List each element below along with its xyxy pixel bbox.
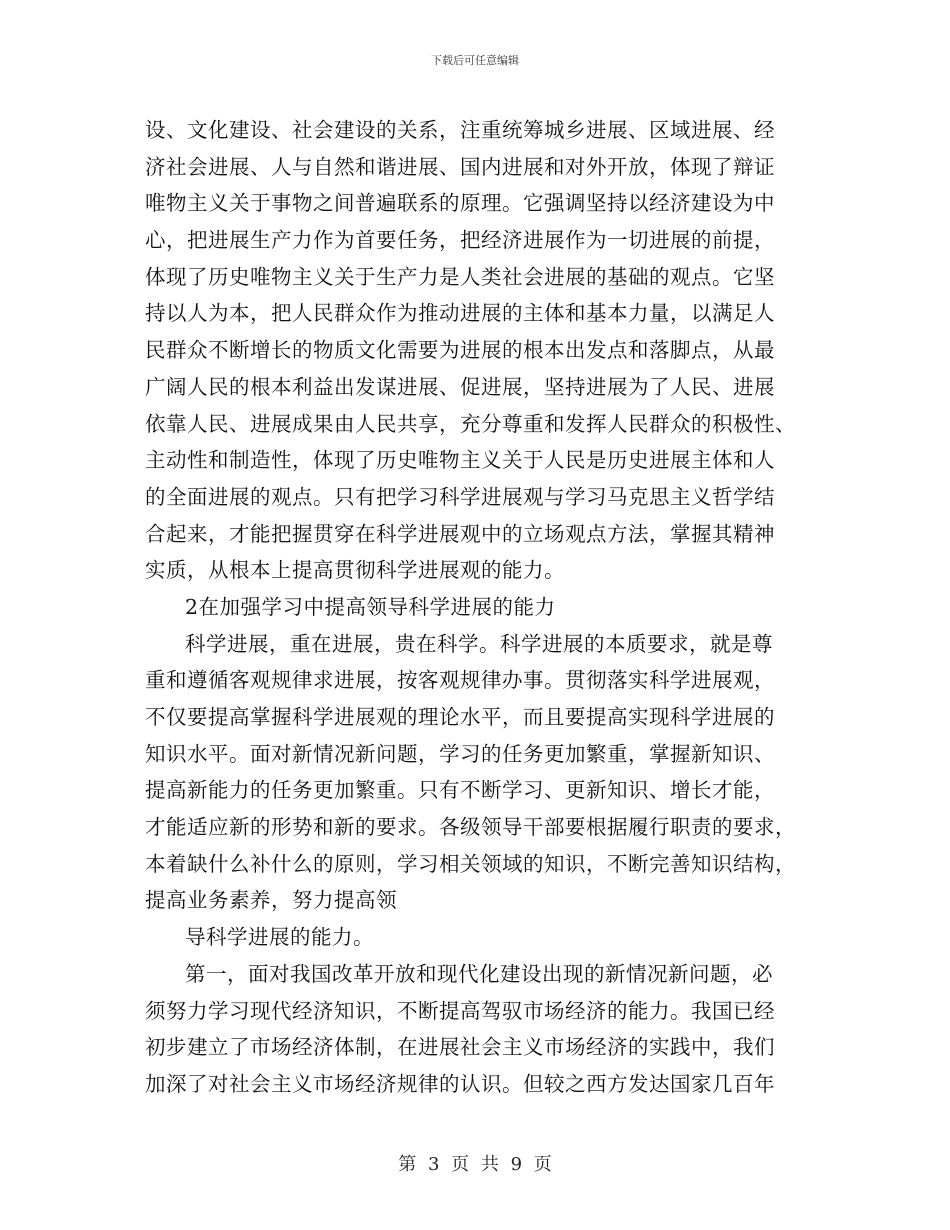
text-line: 科学进展，重在进展，贵在科学。科学进展的本质要求，就是尊 (185, 631, 773, 656)
text-line: 重和遵循客观规律求进展，按客观规律办事。贯彻落实科学进展观， (145, 668, 775, 693)
text-line: 主动性和制造性，体现了历史唯物主义关于人民是历史进展主体和人 (145, 448, 775, 473)
text-line: 设、文化建设、社会建设的关系，注重统筹城乡进展、区域进展、经 (145, 118, 775, 142)
text-line: 实质，从根本上提高贯彻科学进展观的能力。 (145, 558, 565, 583)
text-line: 合起来，才能把握贯穿在科学进展观中的立场观点方法，掌握其精神 (145, 521, 775, 546)
text-line: 依靠人民、进展成果由人民共享，充分尊重和发挥人民群众的积极性、 (145, 411, 796, 436)
section-heading: 2在加强学习中提高领导科学进展的能力 (185, 594, 556, 619)
text-line: 导科学进展的能力。 (185, 925, 374, 950)
text-line: 持以人为本，把人民群众作为推动进展的主体和基本力量，以满足人 (145, 301, 775, 326)
text-line: 第一，面对我国改革开放和现代化建设出现的新情况新问题，必 (185, 961, 773, 986)
page-header: 下载后可任意编辑 (431, 54, 519, 67)
text-line: 加深了对社会主义市场经济规律的认识。但较之西方发达国家几百年 (145, 1071, 775, 1096)
text-line: 民群众不断增长的物质文化需要为进展的根本出发点和落脚点，从最 (145, 338, 775, 363)
document-body (145, 112, 815, 1103)
text-line: 的全面进展的观点。只有把学习科学进展观与学习马克思主义哲学结 (145, 484, 775, 509)
text-line: 知识水平。面对新情况新问题，学习的任务更加繁重，掌握新知识、 (145, 741, 775, 766)
text-line: 唯物主义关于事物之间普遍联系的原理。它强调坚持以经济建设为中 (145, 191, 775, 216)
text-line: 初步建立了市场经济体制，在进展社会主义市场经济的实践中，我们 (145, 1035, 775, 1060)
text-line: 心，把进展生产力作为首要任务，把经济进展作为一切进展的前提， (145, 228, 775, 253)
text-line: 提高新能力的任务更加繁重。只有不断学习、更新知识、增长才能， (145, 778, 775, 803)
text-line: 提高业务素养，努力提高领 (145, 888, 397, 913)
page-number: 第 3 页 共 9 页 (398, 1154, 552, 1175)
text-line: 广阔人民的根本利益出发谋进展、促进展，坚持进展为了人民、进展 (145, 374, 775, 399)
text-line: 济社会进展、人与自然和谐进展、国内进展和对外开放，体现了辩证 (145, 154, 775, 179)
text-line: 本着缺什么补什么的原则，学习相关领域的知识，不断完善知识结构， (145, 851, 796, 876)
text-line: 体现了历史唯物主义关于生产力是人类社会进展的基础的观点。它坚 (145, 264, 775, 289)
text-line: 不仅要提高掌握科学进展观的理论水平，而且要提高实现科学进展的 (145, 705, 775, 729)
text-line: 才能适应新的形势和新的要求。各级领导干部要根据履行职责的要求， (145, 815, 796, 840)
text-line: 须努力学习现代经济知识，不断提高驾驭市场经济的能力。我国已经 (145, 998, 775, 1023)
